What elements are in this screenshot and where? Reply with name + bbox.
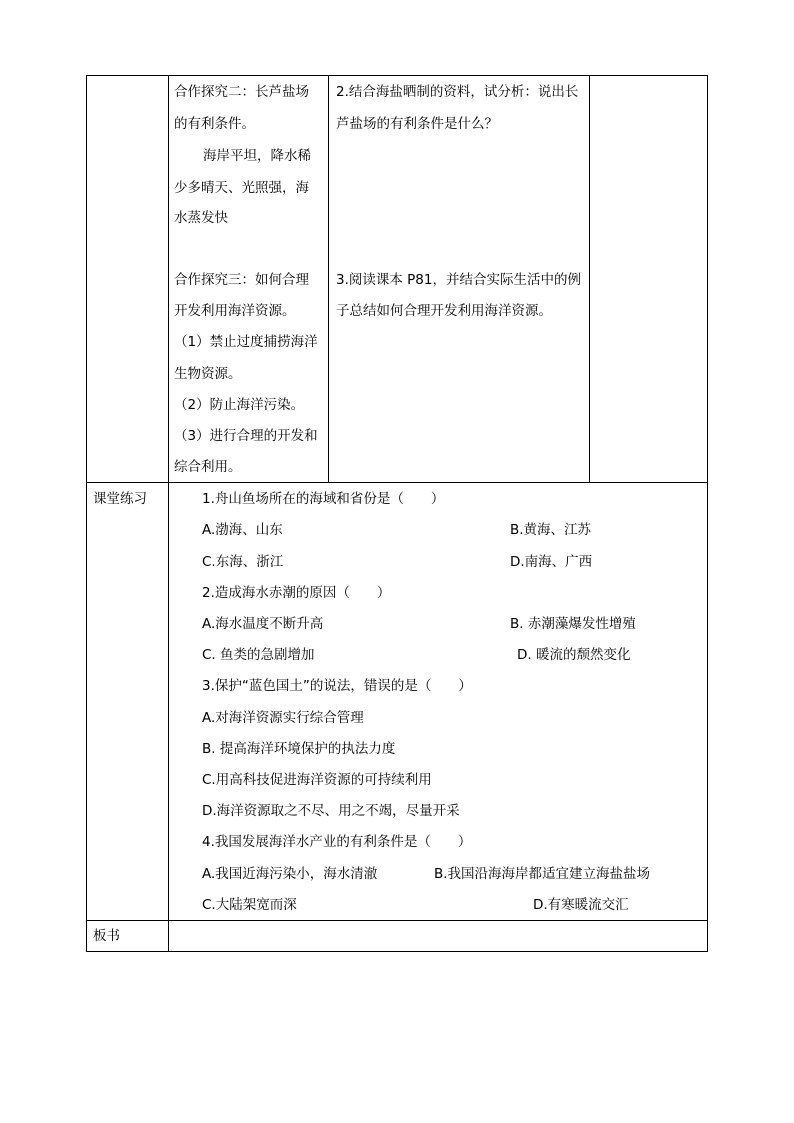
- task2-line2: 芦盐场的有利条件是什么？: [336, 116, 498, 132]
- table-border-top: [86, 75, 708, 76]
- q2-option-a: A.海水温度不断升高: [202, 616, 324, 632]
- explore2-heading-line2: 的有利条件。: [174, 116, 255, 132]
- q1-stem: 1.舟山鱼场所在的海域和省份是（ ）: [202, 491, 445, 507]
- col-divider-explore: [328, 75, 329, 483]
- q4-option-d: D.有寒暖流交汇: [533, 897, 629, 913]
- q3-option-b: B. 提高海洋环境保护的执法力度: [202, 741, 396, 757]
- explore3-item1-line1: （1）禁止过度捕捞海洋: [174, 334, 318, 350]
- explore3-heading-line2: 开发利用海洋资源。: [174, 303, 296, 319]
- q3-option-a: A.对海洋资源实行综合管理: [202, 710, 364, 726]
- explore3-item2: （2）防止海洋污染。: [174, 397, 305, 413]
- task3-line1: 3.阅读课本 P81，并结合实际生活中的例: [336, 272, 581, 288]
- board-label: 板书: [93, 928, 120, 944]
- q1-option-a: A.渤海、山东: [202, 522, 283, 538]
- col-divider-task: [589, 75, 590, 483]
- q2-option-c: C. 鱼类的急剧增加: [202, 647, 315, 663]
- task3-line2: 子总结如何合理开发利用海洋资源。: [336, 303, 552, 319]
- q2-option-d: D. 暖流的颓然变化: [517, 647, 631, 663]
- practice-label: 课堂练习: [93, 491, 147, 507]
- q4-option-c: C.大陆架宽而深: [202, 897, 297, 913]
- q1-option-d: D.南海、广西: [510, 554, 593, 570]
- explore2-answer-line1: 海岸平坦，降水稀: [203, 148, 311, 164]
- task2-line1: 2.结合海盐晒制的资料，试分析：说出长: [336, 84, 579, 100]
- explore2-heading-line1: 合作探究二：长芦盐场: [174, 84, 309, 100]
- q3-option-d: D.海洋资源取之不尽、用之不竭，尽量开采: [202, 803, 460, 819]
- explore3-item1-line2: 生物资源。: [174, 366, 242, 382]
- col-divider-label: [168, 75, 169, 952]
- q4-option-b: B.我国沿海海岸都适宜建立海盐盐场: [434, 866, 651, 882]
- q4-option-a: A.我国近海污染小，海水清澈: [202, 866, 378, 882]
- table-border-right: [707, 75, 708, 952]
- explore3-item3-line2: 综合利用。: [174, 459, 242, 475]
- q1-option-b: B.黄海、江苏: [510, 522, 592, 538]
- explore2-answer-line3: 水蒸发快: [174, 210, 228, 226]
- q2-stem: 2.造成海水赤潮的原因（ ）: [202, 585, 391, 601]
- q4-stem: 4.我国发展海洋水产业的有利条件是（ ）: [202, 834, 472, 850]
- explore3-heading-line1: 合作探究三：如何合理: [174, 272, 309, 288]
- q1-option-c: C.东海、浙江: [202, 554, 284, 570]
- table-border-bottom: [86, 951, 708, 952]
- row-divider-board: [86, 920, 708, 921]
- q3-option-c: C.用高科技促进海洋资源的可持续利用: [202, 772, 432, 788]
- explore3-item3-line1: （3）进行合理的开发和: [174, 428, 318, 444]
- row-divider-practice: [86, 482, 708, 483]
- explore2-answer-line2: 少多晴天、光照强，海: [174, 180, 309, 196]
- table-border-left: [86, 75, 87, 952]
- q2-option-b: B. 赤潮藻爆发性增殖: [510, 616, 636, 632]
- q3-stem: 3.保护“蓝色国土”的说法，错误的是（ ）: [202, 678, 472, 694]
